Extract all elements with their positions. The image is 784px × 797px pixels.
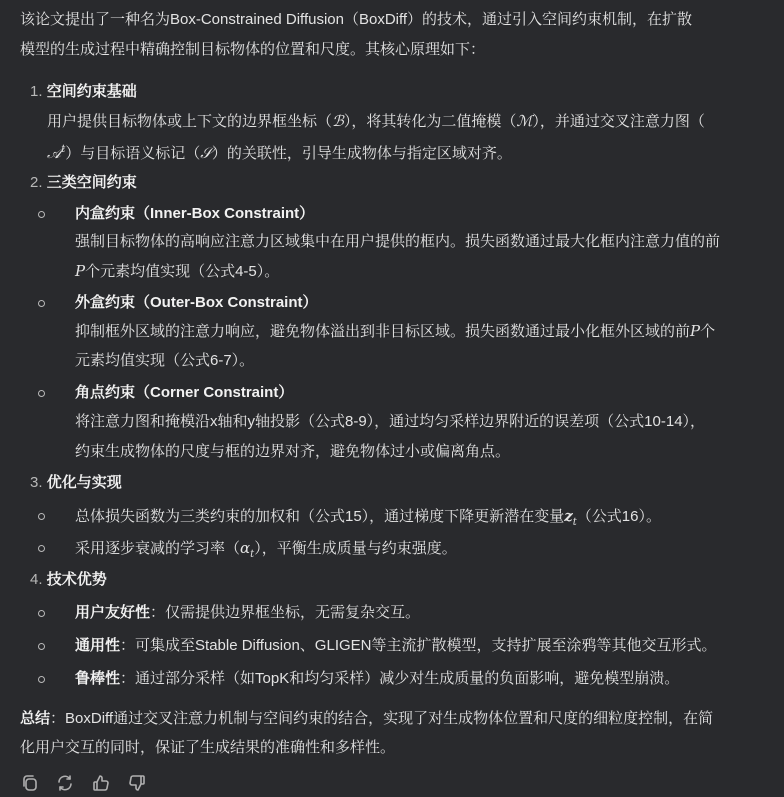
advantage-item: 鲁棒性：通过部分采样（如TopK和均匀采样）减少对生成质量的负面影响，避免模型崩溃。 [75, 670, 680, 687]
optimization-text: 采用逐步衰减的学习率$(\alpha_t)$，平衡生成质量与约束强度。 [75, 539, 457, 560]
bullet-icon [38, 300, 45, 307]
section-heading: 2. 三类空间约束 [30, 174, 137, 191]
section-heading: 3. 优化与实现 [30, 474, 122, 491]
bullet-icon [38, 211, 45, 218]
bullet-icon [38, 513, 45, 520]
section-text: 用户提供目标物体或上下文的边界框坐标（ℬ），将其转化为二值掩模（ℳ），并通过交叉注意力图（ [47, 112, 705, 130]
corner-text: 约束生成物体的尺度与框的边界对齐，避免物体过小或偏离角点。 [75, 443, 511, 460]
bullet-icon [38, 676, 45, 683]
inner-box-title: 内盒约束（Inner-Box Constraint） [75, 205, 315, 222]
intro-line: 该论文提出了一种名为Box-Constrained Diffusion（BoxDiff）的技术，通过引入空间约束机制，在扩散 [20, 11, 693, 28]
optimization-text: 总体损失函数为三类约束的加权和（公式15），通过梯度下降更新潜在变量$z_t$（公式16）。 [75, 507, 661, 528]
outer-box-text: 元素均值实现（公式6-7）。 [75, 352, 255, 369]
copy-icon[interactable] [20, 773, 40, 793]
bullet-icon [38, 643, 45, 650]
section-text: 𝒜$^t$）与目标语义标记（𝒮）的关联性，引导生成物体与指定区域对齐。 [47, 144, 512, 162]
bullet-icon [38, 390, 45, 397]
thumbs-up-icon[interactable] [91, 773, 111, 793]
inner-box-text: P个元素均值实现（公式4-5）。 [75, 262, 280, 280]
bullet-icon [38, 545, 45, 552]
outer-box-text: 抑制框外区域的注意力响应，避免物体溢出到非目标区域。损失函数通过最小化框外区域的前P个 [75, 322, 716, 340]
corner-title: 角点约束（Corner Constraint） [75, 384, 294, 401]
intro-line: 模型的生成过程中精确控制目标物体的位置和尺度。其核心原理如下： [20, 41, 486, 58]
section-heading: 4. 技术优势 [30, 571, 107, 588]
outer-box-title: 外盒约束（Outer-Box Constraint） [75, 294, 318, 311]
corner-text: 将注意力图和掩模沿x轴和y轴投影（公式8-9），通过均匀采样边界附近的误差项（公式10-14）， [75, 413, 706, 430]
regenerate-icon[interactable] [55, 773, 75, 793]
advantage-item: 用户友好性：仅需提供边界框坐标，无需复杂交互。 [75, 604, 421, 621]
bullet-icon [38, 610, 45, 617]
summary-text: 化用户交互的同时，保证了生成结果的准确性和多样性。 [20, 739, 396, 756]
section-heading: 1. 空间约束基础 [30, 83, 137, 100]
summary-text: 总结：BoxDiff通过交叉注意力机制与空间约束的结合，实现了对生成物体位置和尺度的细粒度控制，在简 [20, 710, 714, 727]
inner-box-text: 强制目标物体的高响应注意力区域集中在用户提供的框内。损失函数通过最大化框内注意力值的前 [75, 233, 721, 250]
thumbs-down-icon[interactable] [127, 773, 147, 793]
advantage-item: 通用性：可集成至Stable Diffusion、GLIGEN等主流扩散模型，支持扩展至涂鸦等其他交互形式。 [75, 637, 717, 654]
